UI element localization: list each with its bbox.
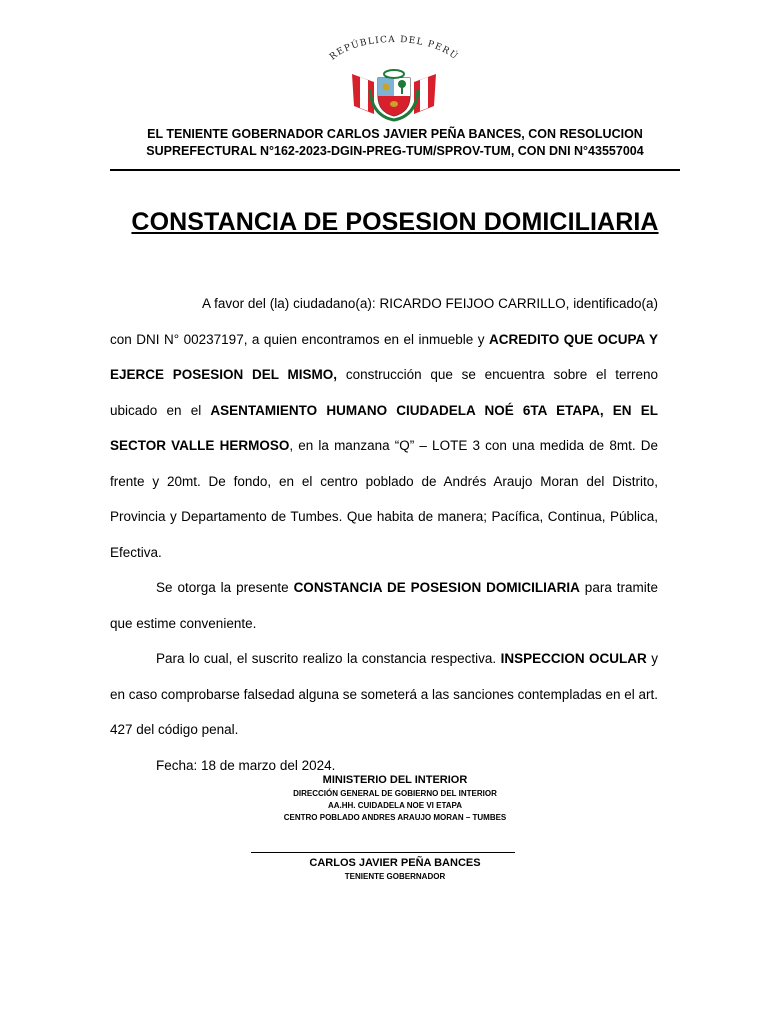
p1-text-2: construcción que se encuentra sobre el terreno ubicado en el — [110, 367, 659, 418]
svg-text:REPÚBLICA DEL PERÚ — [328, 35, 461, 63]
p2-text-2: para tramite que estime conveniente. — [110, 580, 659, 631]
signature-line — [251, 852, 515, 853]
p1-bold-2: ASENTAMIENTO HUMANO CIUDADELA NOÉ 6TA ETAPA, EN EL SECTOR VALLE HERMOSO — [110, 402, 658, 453]
signer-role: TENIENTE GOBERNADOR — [344, 872, 446, 881]
ministry-name: MINISTERIO DEL INTERIOR — [322, 774, 468, 786]
document-body — [110, 286, 658, 783]
paragraph-3 — [110, 641, 658, 748]
document-date: Fecha: 18 de marzo del 2024. — [156, 757, 336, 773]
p1-text-1: A favor del (la) ciudadano(a): RICARDO FEIJOO CARRILLO, identificado(a) con DNI N° 00237197, a quien encontramos en el inmueble y — [110, 296, 658, 347]
ministry-line-2: AA.HH. CUIDADELA NOE VI ETAPA — [327, 801, 463, 810]
ministry-block — [110, 772, 680, 824]
p1-bold-1: ACREDITO QUE OCUPA Y EJERCE POSESION DEL MISMO, — [110, 331, 659, 382]
p3-bold-1: INSPECCION OCULAR — [500, 651, 647, 666]
p3-text-1: Para lo cual, el suscrito realizo la constancia respectiva. — [156, 651, 501, 666]
paragraph-2 — [110, 570, 658, 641]
ministry-line-3: CENTRO POBLADO ANDRES ARAUJO MORAN – TUMBES — [283, 813, 507, 822]
p2-text-1: Se otorga la presente — [156, 580, 294, 595]
header-line-2: SUPREFECTURAL N°162-2023-DGIN-PREG-TUM/SPROV-TUM, CON DNI N°43557004 — [146, 144, 644, 158]
document-title: CONSTANCIA DE POSESION DOMICILIARIA — [131, 208, 659, 236]
p3-text-2: y en caso comprobarse falsedad alguna se someterá a las sanciones contempladas en el art. 427 del código penal. — [110, 651, 658, 737]
header-line-1: EL TENIENTE GOBERNADOR CARLOS JAVIER PEÑA BANCES, CON RESOLUCION — [147, 127, 643, 141]
signer-name: CARLOS JAVIER PEÑA BANCES — [309, 857, 481, 869]
seal-arc-text: REPÚBLICA DEL PERÚ — [328, 34, 460, 63]
header-divider — [110, 169, 680, 171]
paragraph-1 — [110, 286, 658, 570]
p2-bold-1: CONSTANCIA DE POSESION DOMICILIARIA — [293, 580, 580, 595]
signature-block — [110, 856, 680, 883]
coat-of-arms-seal — [314, 34, 474, 124]
p1-text-3: , en la manzana “Q” – LOTE 3 con una medida de 8mt. De frente y 20mt. De fondo, en el centro poblado de Andrés Araujo Moran del Distrito, Provincia y Departamento de Tumbes. Que habita de manera; Pacífica, Continua, Pública, Efectiva. — [110, 438, 659, 560]
document-header — [110, 126, 680, 160]
ministry-line-1: DIRECCIÓN GENERAL DE GOBIERNO DEL INTERIOR — [293, 789, 497, 798]
